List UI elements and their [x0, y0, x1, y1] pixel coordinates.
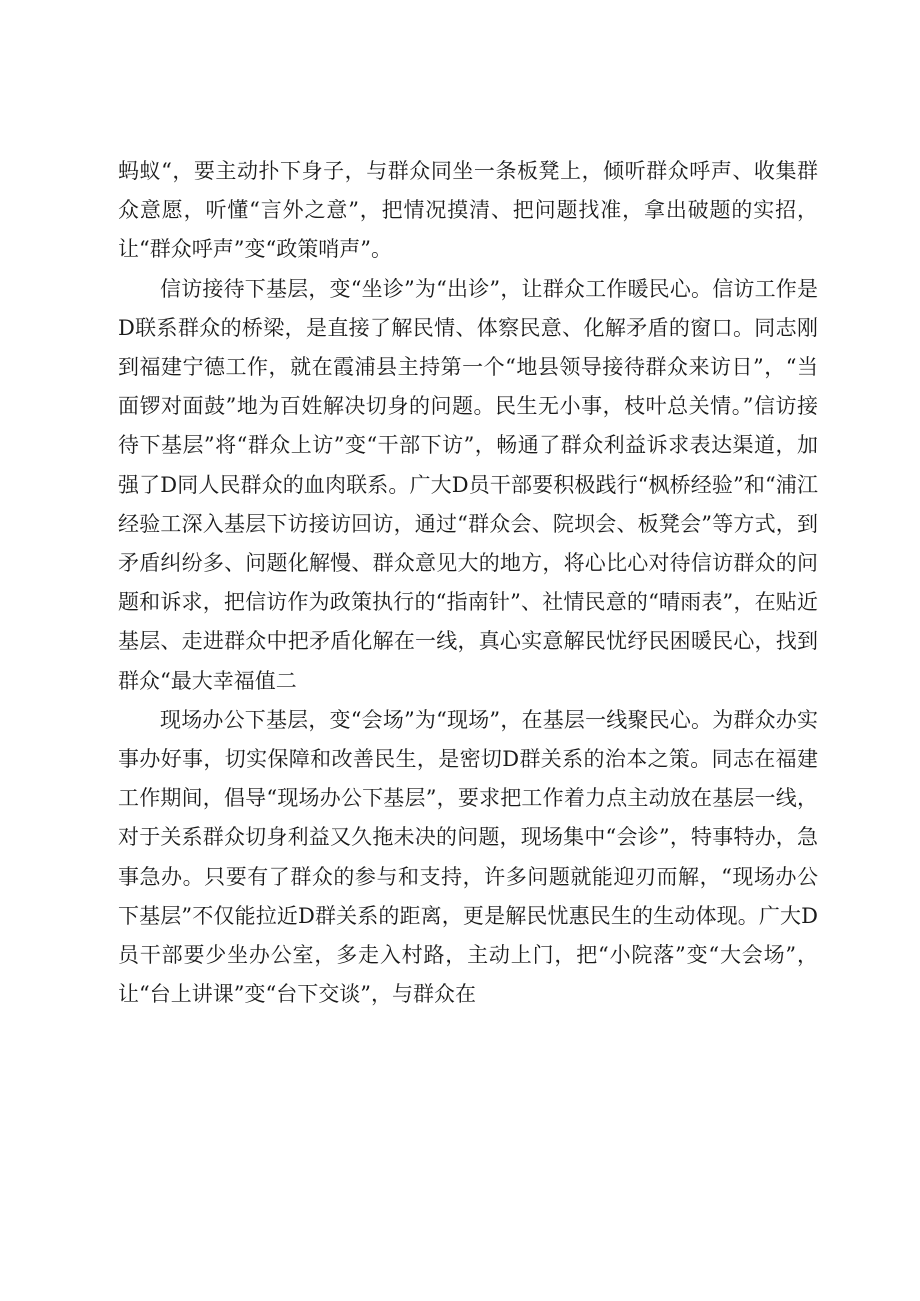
document-body [118, 152, 818, 1014]
paragraph-onsite-office: 现场办公下基层，变“会场”为“现场”，在基层一线聚民心。为群众办实事办好事，切实保障和改善民生，是密切D群关系的治本之策。同志在福建工作期间，倡导“现场办公下基层”，要求把工作着力点主动放在基层一线，对于关系群众切身利益又久拖未决的问题，现场集中“会诊”，特事特办，急事急办。只要有了群众的参与和支持，许多问题就能迎刃而解，“现场办公下基层”不仅能拉近D群关系的距离，更是解民忧惠民生的生动体现。广大D员干部要少坐办公室，多走入村路，主动上门，把“小院落”变“大会场”，让“台上讲课”变“台下交谈”，与群众在 [118, 707, 818, 1007]
paragraph-petition-reception: 信访接待下基层，变“坐诊”为“出诊”，让群众工作暖民心。信访工作是D联系群众的桥梁，是直接了解民情、体察民意、化解矛盾的窗口。同志刚到福建宁德工作，就在霞浦县主持第一个“地县领导接待群众来访日”，“当面锣对面鼓”地为百姓解决切身的问题。民生无小事，枝叶总关情。”信访接待下基层”将“群众上访”变“干部下访”，畅通了群众利益诉求表达渠道，加强了D同人民群众的血肉联系。广大D员干部要积极践行“枫桥经验”和“浦江经验工深入基层下访接访回访，通过“群众会、院坝会、板凳会”等方式，到矛盾纠纷多、问题化解慢、群众意见大的地方，将心比心对待信访群众的问题和诉求，把信访作为政策执行的“指南针”、社情民意的“晴雨表”，在贴近基层、走进群众中把矛盾化解在一线，真心实意解民忧纾民困暖民心，找到群众“最大幸福值二 [118, 276, 818, 693]
paragraph-continuation: 蚂蚁“，要主动扑下身子，与群众同坐一条板凳上，倾听群众呼声、收集群众意愿，听懂“言外之意”，把情况摸清、把问题找准，拿出破题的实招，让“群众呼声”变“政策哨声”。 [118, 159, 818, 262]
